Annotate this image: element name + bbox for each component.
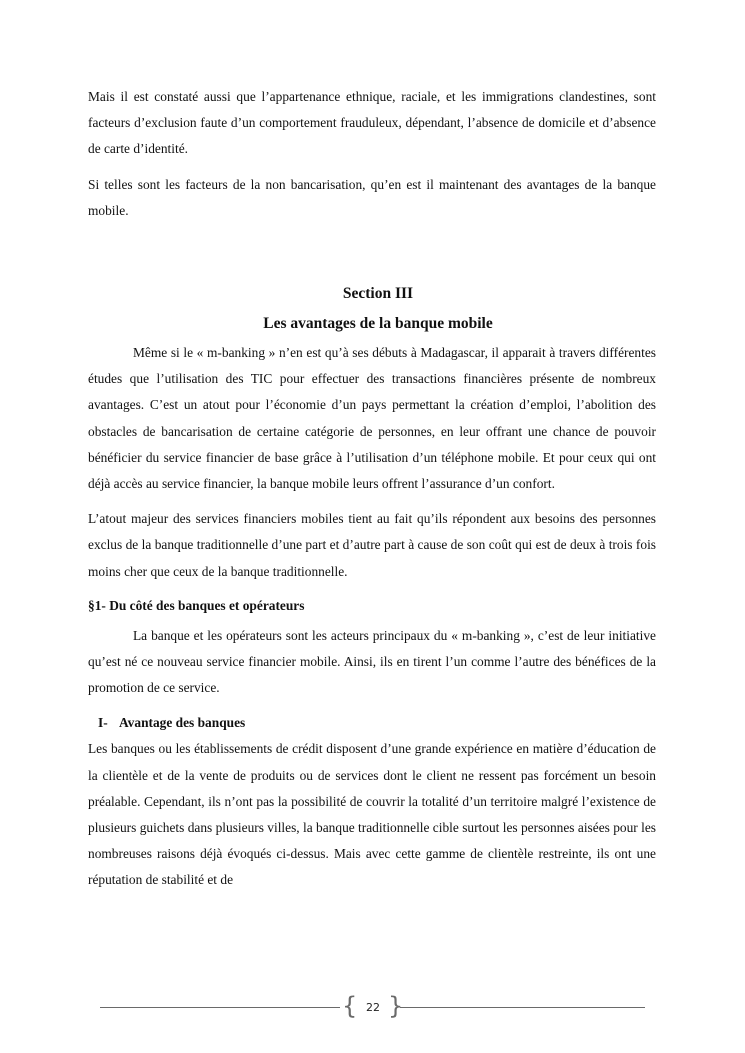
paragraph-mbanking-intro: Même si le « m-banking » n’en est qu’à ses débuts à Madagascar, il apparait à travers différentes études que l’utilisation des TIC pour effectuer des transactions financières présente de nombreux avantages. C’est un atout pour l’économie d’un pays permettant la création d’emploi, l’abolition des obstacles de bancarisation de certaine catégorie de personnes, en leur offrant une chance de pouvoir bénéficier du service financier de base grâce à l’utilisation d’un téléphone mobile. Et pour ceux qui ont déjà accès au service financier, la banque mobile leurs offrent l’assurance d’un confort. [88,345,656,492]
section-number: Section III [342,285,414,303]
subheading-bank-advantage [98,710,656,736]
right-brace-icon: } [388,992,404,1020]
document-page [88,84,656,894]
page-number: 22 [366,1001,380,1014]
paragraph-transition: Si telles sont les facteurs de la non bancarisation, qu’en est il maintenant des avantages de la banque mobile. [88,176,656,218]
section-title: Les avantages de la banque mobile [263,315,493,333]
subheading-label: Avantage des banques [119,715,246,731]
subheading-number: I- [98,715,108,731]
footer-rule-right [400,1007,645,1008]
paragraph-actors: La banque et les opérateurs sont les acteurs principaux du « m-banking », c’est de leur initiative qu’est né ce nouveau service financier mobile. Ainsi, ils en tirent l’un comme l’autre des bénéfices de la promotion de ce service. [88,627,656,696]
paragraph-main-asset: L’atout majeur des services financiers mobiles tient au fait qu’ils répondent aux besoins des personnes exclus de la banque traditionnelle d’une part et d’autre part à cause de son coût qui est de deux à trois fois moins cher que ceux de la banque traditionnelle. [88,511,656,579]
left-brace-icon: { [342,992,358,1020]
subheading-banks-operators: §1- Du côté des banques et opérateurs [88,597,305,613]
paragraph-banks-experience: Les banques ou les établissements de crédit disposent d’une grande expérience en matière d’éducation de la clientèle et de la vente de produits ou de services dont le client ne ressent pas forcément un besoin préalable. Cependant, ils n’ont pas la possibilité de couvrir la totalité d’un territoire malgré l’existence de plusieurs guichets dans plusieurs villes, la banque traditionnelle cible surtout les personnes aisées pour les nombreuses raisons déjà évoqués ci-dessus. Mais avec cette gamme de clientèle restreinte, ils ont une réputation de stabilité et de [88,741,656,888]
footer-rule-left [100,1007,340,1008]
page-footer [100,994,645,1024]
paragraph-exclusion-factors: Mais il est constaté aussi que l’appartenance ethnique, raciale, et les immigrations clandestines, sont facteurs d’exclusion faute d’un comportement frauduleux, dépendant, l’absence de domicile et d’absence de carte d’identité. [88,89,656,157]
